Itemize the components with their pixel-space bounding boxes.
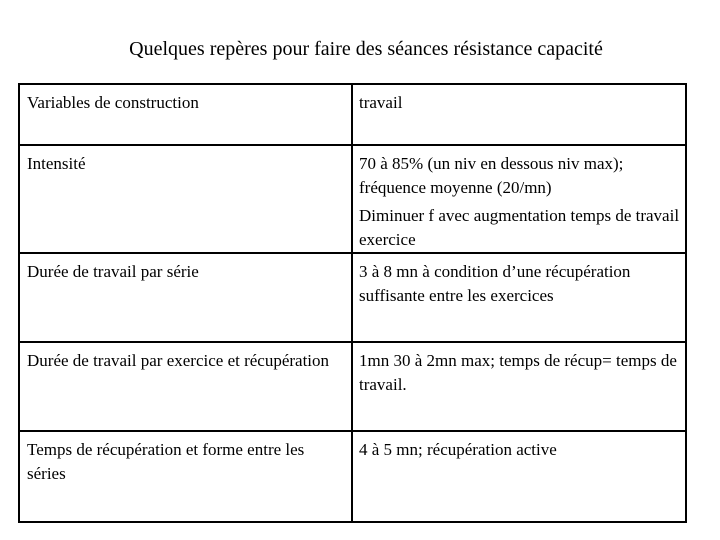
row-divider: [20, 430, 685, 432]
row-value-recuperation: [359, 438, 685, 462]
value-line: 1mn 30 à 2mn max; temps de récup= temps de travail.: [359, 351, 677, 394]
row-label-duree-serie: Durée de travail par série: [27, 262, 199, 281]
parameters-table: [18, 83, 687, 523]
row-divider: [20, 144, 685, 146]
row-label-recuperation: Temps de récupération et forme entre les séries: [27, 440, 305, 483]
value-line: 3 à 8 mn à condition d’une récupération suffisante entre les exercices: [359, 262, 631, 305]
row-label-variables: Variables de construction: [27, 93, 199, 112]
value-line: Diminuer f avec augmentation temps de travail exercice: [359, 206, 680, 249]
value-line: 4 à 5 mn; récupération active: [359, 440, 557, 459]
row-value-intensite: [359, 152, 685, 252]
page-title: Quelques repères pour faire des séances résistance capacité: [129, 38, 603, 60]
row-value-duree-serie: [359, 260, 685, 308]
row-label-duree-exercice: Durée de travail par exercice et récupération: [27, 351, 330, 370]
row-value-variables: [359, 91, 685, 115]
row-divider: [20, 252, 685, 254]
row-value-duree-exercice: [359, 349, 685, 397]
value-line: 70 à 85% (un niv en dessous niv max); fréquence moyenne (20/mn): [359, 154, 624, 197]
row-label-intensite: Intensité: [27, 154, 86, 173]
value-line: travail: [359, 93, 403, 112]
row-divider: [20, 341, 685, 343]
column-divider: [351, 85, 353, 521]
